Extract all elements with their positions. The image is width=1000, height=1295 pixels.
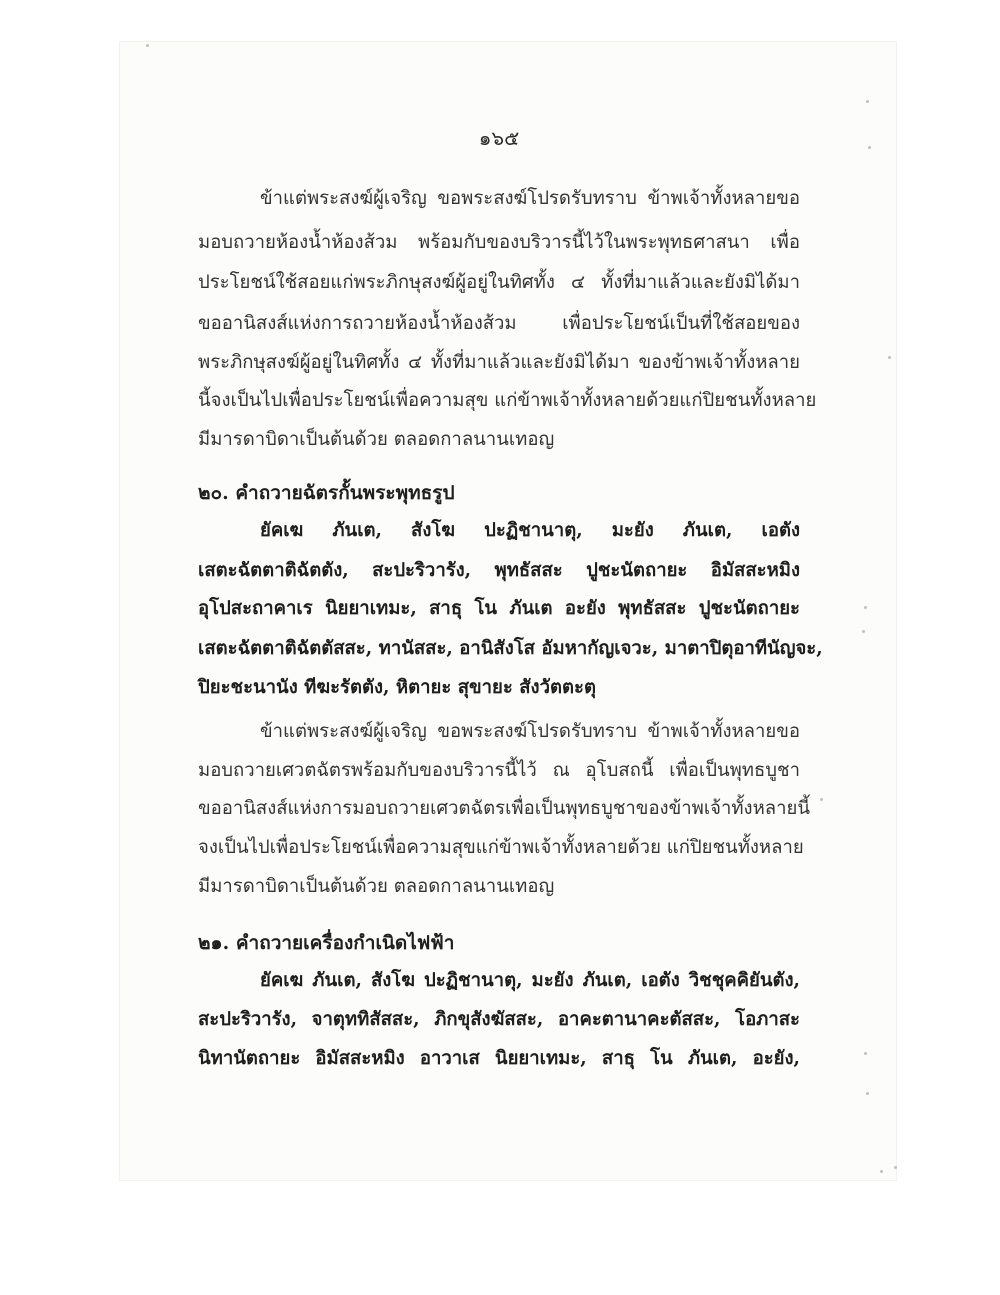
pali-line: นิทานัตถายะ อิมัสสะหมิง อาวาเส นิยยาเทมะ, สาธุ โน ภันเต, อะยัง, xyxy=(198,1048,800,1069)
body-line: มอบถวายเศวตฉัตรพร้อมกับของบริวารนี้ไว้ ณ อุโบสถนี้ เพื่อเป็นพุทธบูชา xyxy=(198,760,800,781)
scan-speck xyxy=(894,1166,897,1169)
scan-speck xyxy=(868,146,871,149)
scan-speck xyxy=(146,44,149,47)
pali-line: เสตะฉัตตาติฉัตตัง, สะปะริวารัง, พุทธัสสะ ปูชะนัตถายะ อิมัสสะหมิง xyxy=(198,560,800,581)
body-line: พระภิกษุสงฆ์ผู้อยู่ในทิศทั้ง ๔ ทั้งที่มาแล้วและยังมิได้มา ของข้าพเจ้าทั้งหลาย xyxy=(198,352,800,373)
page-number: ๑๖๕ xyxy=(478,126,520,150)
pali-line: อุโปสะถาคาเร นิยยาเทมะ, สาธุ โน ภันเต อะยัง พุทธัสสะ ปูชะนัตถายะ xyxy=(198,598,800,619)
body-line: มอบถวายห้องน้ำห้องส้วม พร้อมกับของบริวารนี้ไว้ในพระพุทธศาสนา เพื่อ xyxy=(198,232,800,253)
section-heading-21: ๒๑. คำถวายเครื่องกำเนิดไฟฟ้า xyxy=(198,932,455,954)
body-line: ข้าแต่พระสงฆ์ผู้เจริญ ขอพระสงฆ์โปรดรับทราบ ข้าพเจ้าทั้งหลายขอ xyxy=(260,188,800,209)
body-line: ประโยชน์ใช้สอยแก่พระภิกษุสงฆ์ผู้อยู่ในทิศทั้ง ๔ ทั้งที่มาแล้วและยังมิได้มา xyxy=(198,272,800,293)
body-line: มีมารดาบิดาเป็นต้นด้วย ตลอดกาลนานเทอญ xyxy=(198,876,555,897)
scan-speck xyxy=(866,100,869,103)
scan-speck xyxy=(862,630,865,633)
pali-line: สะปะริวารัง, จาตุททิสัสสะ, ภิกขุสังฆัสสะ, อาคะตานาคะตัสสะ, โอภาสะ xyxy=(198,1009,800,1030)
scan-speck xyxy=(864,1052,867,1055)
pali-line: ยัคเฆ ภันเต, สังโฆ ปะฏิชานาตุ, มะยัง ภันเต, เอตัง xyxy=(260,520,800,541)
body-line: ขออานิสงส์แห่งการมอบถวายเศวตฉัตรเพื่อเป็นพุทธบูชาของข้าพเจ้าทั้งหลายนี้ xyxy=(198,798,810,819)
scan-speck xyxy=(880,1170,883,1173)
body-line: นี้จงเป็นไปเพื่อประโยชน์เพื่อความสุข แก่ข้าพเจ้าทั้งหลายด้วยแก่ปิยชนทั้งหลาย xyxy=(198,390,817,411)
scan-speck xyxy=(864,606,867,609)
body-line: ข้าแต่พระสงฆ์ผู้เจริญ ขอพระสงฆ์โปรดรับทราบ ข้าพเจ้าทั้งหลายขอ xyxy=(260,721,800,742)
scan-speck xyxy=(888,356,891,359)
pali-line: ปิยะชะนานัง ทีฆะรัตตัง, หิตายะ สุขายะ สังวัตตะตุ xyxy=(198,677,596,698)
pali-line: ยัคเฆ ภันเต, สังโฆ ปะฏิชานาตุ, มะยัง ภันเต, เอตัง วิชชุคคิยันตัง, xyxy=(260,970,800,991)
body-line: จงเป็นไปเพื่อประโยชน์เพื่อความสุขแก่ข้าพเจ้าทั้งหลายด้วย แก่ปิยชนทั้งหลาย xyxy=(198,837,804,858)
body-line: มีมารดาบิดาเป็นต้นด้วย ตลอดกาลนานเทอญ xyxy=(198,429,555,450)
body-line: ขออานิสงส์แห่งการถวายห้องน้ำห้องส้วม เพื่อประโยชน์เป็นที่ใช้สอยของ xyxy=(198,313,800,334)
scan-speck xyxy=(866,1092,869,1095)
pali-line: เสตะฉัตตาติฉัตตัสสะ, ทานัสสะ, อานิสังโส อัมหากัญเจวะ, มาตาปิตุอาทีนัญจะ, xyxy=(198,638,823,659)
section-heading-20: ๒๐. คำถวายฉัตรกั้นพระพุทธรูป xyxy=(198,482,455,504)
scan-speck xyxy=(820,798,823,801)
